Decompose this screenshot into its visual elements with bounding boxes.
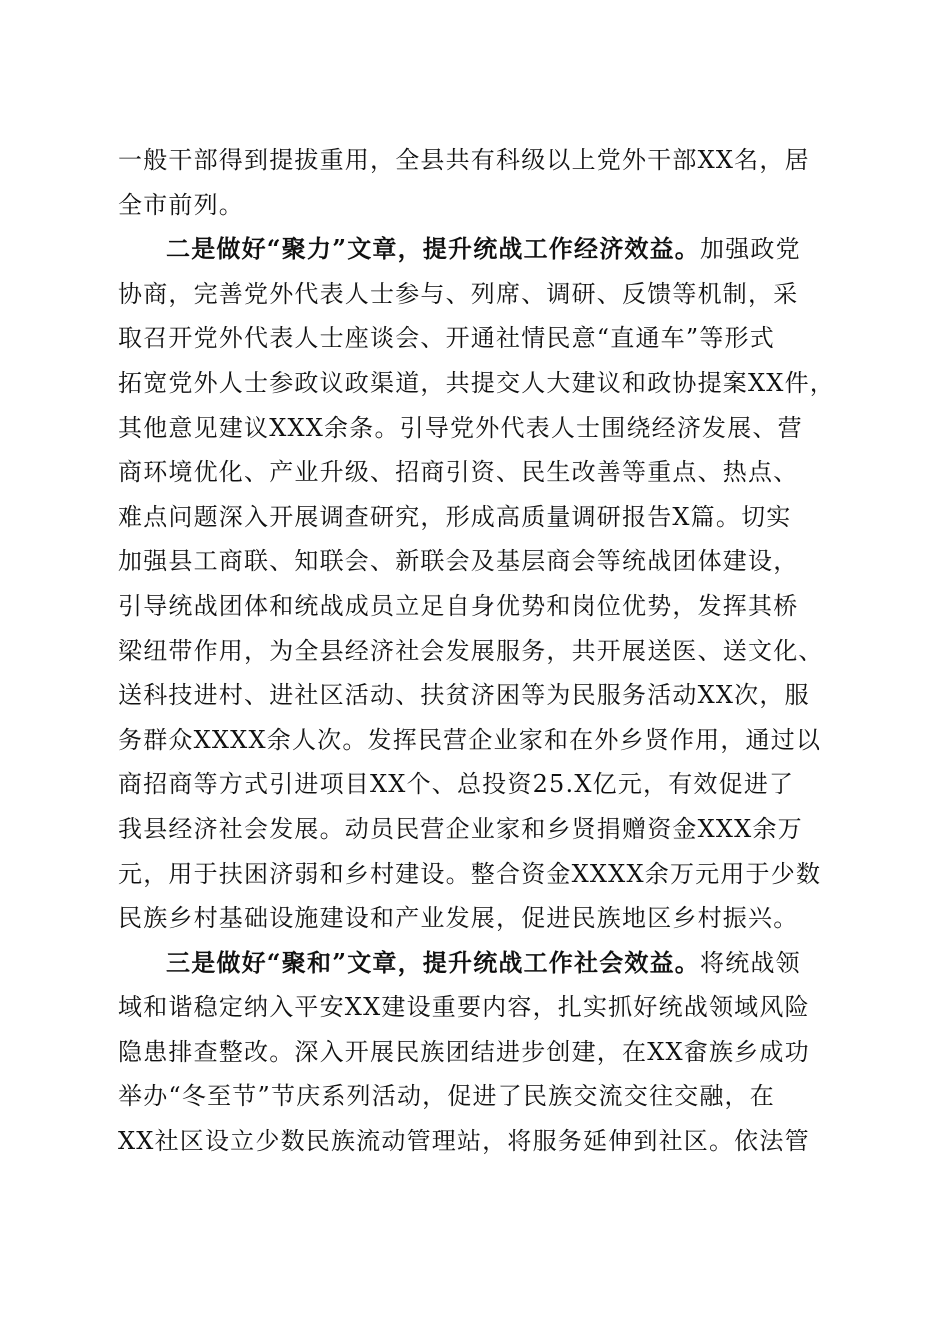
paragraph-3-lead: 将统战领 [700, 948, 801, 977]
text-line: 我县经济社会发展。动员民营企业家和乡贤捐赠资金XXX余万 [118, 814, 803, 843]
text-line: 其他意见建议XXX余条。引导党外代表人士围绕经济发展、营 [118, 413, 803, 442]
text-line: 协商，完善党外代表人士参与、列席、调研、反馈等机制，采 [118, 279, 799, 308]
text-line: 举办“冬至节”节庆系列活动，促进了民族交流交往交融，在 [118, 1082, 775, 1111]
text-line: 域和谐稳定纳入平安XX建设重要内容，扎实抓好统战领域风险 [118, 993, 810, 1022]
text-line: 梁纽带作用，为全县经济社会发展服务，共开展送医、送文化、 [118, 636, 824, 665]
document-body [118, 138, 835, 1164]
text-line: 加强县工商联、知联会、新联会及基层商会等统战团体建设， [118, 547, 799, 576]
paragraph-3-first-line [118, 941, 830, 986]
text-line: 引导统战团体和统战成员立足自身优势和岗位优势，发挥其桥 [118, 591, 799, 620]
text-line: 拓宽党外人士参政议政渠道，共提交人大建议和政协提案XX件， [118, 368, 835, 397]
text-line: 难点问题深入开展调查研究，形成高质量调研报告X篇。切实 [118, 502, 792, 531]
text-line: 全市前列。 [118, 190, 244, 219]
text-line: 取召开党外代表人士座谈会、开通社情民意“直通车”等形式 [118, 324, 775, 353]
text-line: XX社区设立少数民族流动管理站，将服务延伸到社区。依法管 [118, 1127, 810, 1156]
text-line: 隐患排查整改。深入开展民族团结进步创建，在XX畲族乡成功 [118, 1037, 810, 1066]
text-line: 一般干部得到提拔重用，全县共有科级以上党外干部XX名，居 [118, 146, 810, 174]
paragraph-2-lead: 加强政党 [700, 235, 801, 264]
text-line: 商招商等方式引进项目XX个、总投资25.X亿元，有效促进了 [118, 770, 795, 799]
text-line: 民族乡村基础设施建设和产业发展，促进民族地区乡村振兴。 [118, 904, 799, 933]
text-line: 务群众XXXX余人次。发挥民营企业家和在外乡贤作用，通过以 [118, 725, 822, 754]
paragraph-2-heading: 二是做好“聚力”文章，提升统战工作经济效益。 [166, 234, 701, 264]
text-line: 元，用于扶困济弱和乡村建设。整合资金XXXX余万元用于少数 [118, 859, 822, 888]
paragraph-3-heading: 三是做好“聚和”文章，提升统战工作社会效益。 [166, 947, 701, 977]
text-line: 商环境优化、产业升级、招商引资、民生改善等重点、热点、 [118, 458, 799, 487]
text-line: 送科技进村、进社区活动、扶贫济困等为民服务活动XX次，服 [118, 681, 810, 710]
paragraph-2-first-line [118, 227, 830, 272]
